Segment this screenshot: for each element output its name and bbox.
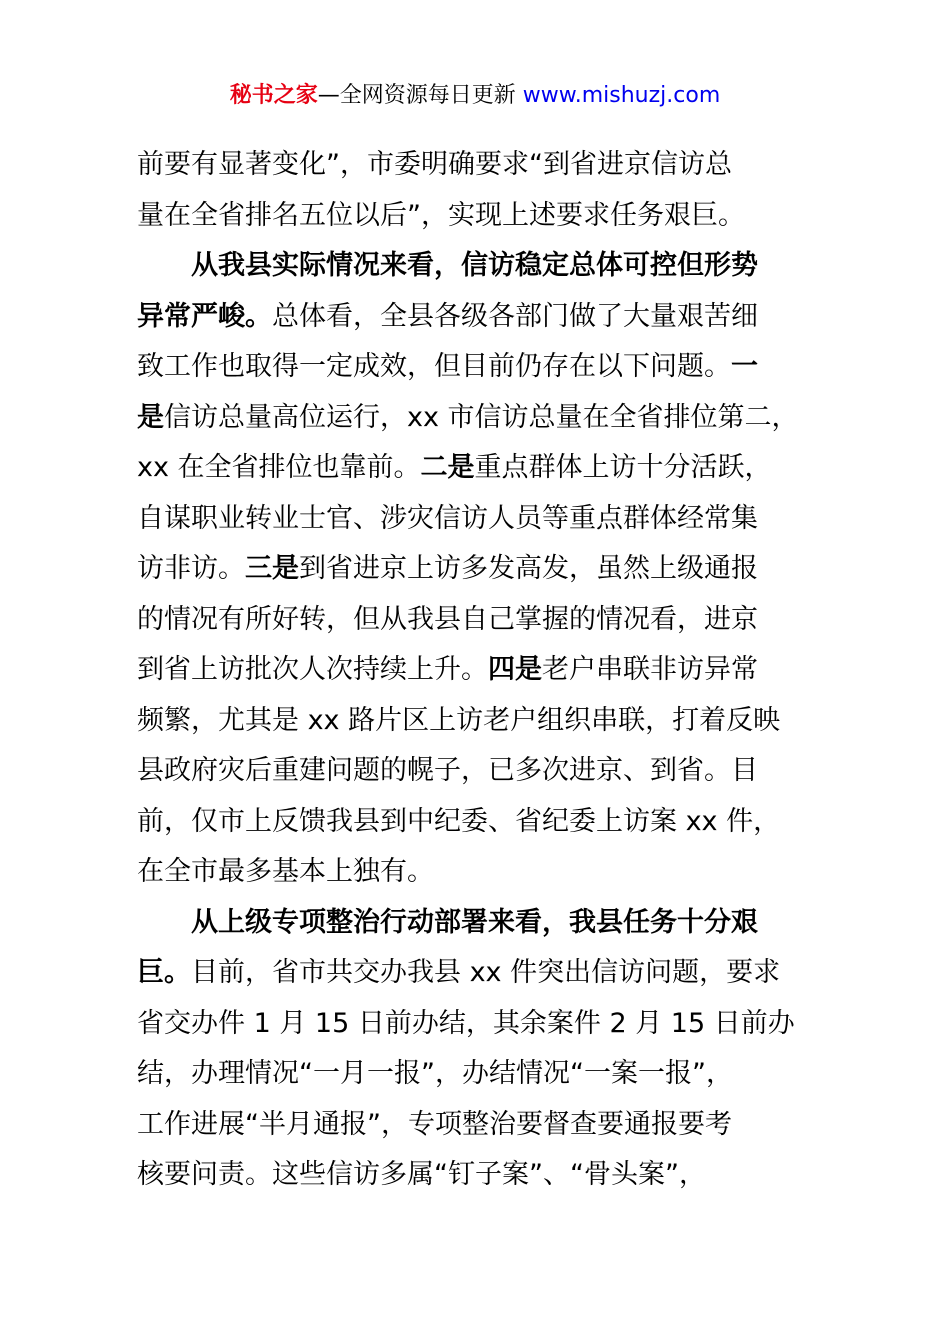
site-tagline: —全网资源每日更新 (317, 83, 516, 108)
site-header (0, 80, 950, 112)
text-segment: 到省进京上访多发高发，虽然上级通报 (299, 553, 758, 584)
text-segment: 目前，省市共交办我县 xx 件突出信访问题，要求 (191, 957, 781, 988)
text-line (137, 191, 827, 242)
text-segment: 省交办件 1 月 15 日前办结，其余案件 2 月 15 日前办 (137, 1007, 795, 1039)
bold-marker: 一 (731, 351, 758, 382)
text-line (137, 494, 827, 545)
text-line (137, 393, 827, 444)
bold-lead-text: 从上级专项整治行动部署来看，我县任务十分艰 (191, 906, 758, 938)
bold-lead-text: 巨。 (137, 957, 191, 988)
text-segment: 前要有显著变化”，市委明确要求“到省进京信访总 (137, 149, 732, 180)
text-line (137, 1150, 827, 1201)
text-segment: 到省上访批次人次持续上升。 (137, 654, 488, 685)
text-line (137, 696, 827, 747)
document-body (137, 140, 827, 1201)
text-segment: 核要问责。这些信访多属“钉子案”、“骨头案”， (137, 1159, 706, 1190)
text-line (137, 595, 827, 646)
text-segment: 结，办理情况“一月一报”，办结情况“一案一报”， (137, 1058, 733, 1089)
text-line (137, 443, 827, 494)
text-line (137, 948, 827, 999)
paragraph-heading-line (137, 898, 827, 949)
text-line (137, 999, 827, 1050)
text-line (137, 847, 827, 898)
bold-lead-text: 从我县实际情况来看，信访稳定总体可控但形势 (191, 250, 758, 281)
paragraph-heading-line (137, 241, 827, 292)
text-line (137, 645, 827, 696)
text-segment: 总体看，全县各级各部门做了大量艰苦细 (272, 300, 758, 332)
text-line (137, 1049, 827, 1100)
text-segment: 在全市最多基本上独有。 (137, 856, 434, 887)
text-line (137, 797, 827, 848)
text-segment: 信访总量高位运行，xx 市信访总量在全省排位第二， (164, 401, 799, 433)
text-line (137, 292, 827, 343)
text-segment: 的情况有所好转，但从我县自己掌握的情况看，进京 (137, 603, 758, 635)
text-line (137, 1100, 827, 1151)
bold-marker: 是 (137, 401, 164, 433)
site-brand: 秘书之家 (229, 83, 318, 108)
bold-marker: 三是 (245, 553, 299, 584)
text-line (137, 746, 827, 797)
text-segment: 县政府灾后重建问题的幌子，已多次进京、到省。目 (137, 755, 758, 786)
text-line (137, 342, 827, 393)
text-segment: 量在全省排名五位以后”，实现上述要求任务艰巨。 (137, 199, 745, 231)
text-segment: 老户串联非访异常 (542, 654, 758, 685)
text-segment: 前，仅市上反馈我县到中纪委、省纪委上访案 xx 件， (137, 805, 781, 837)
text-line (137, 140, 827, 191)
text-segment: xx 在全省排位也靠前。 (137, 452, 421, 483)
text-segment: 访非访。 (137, 553, 245, 584)
text-segment: 重点群体上访十分活跃， (474, 452, 772, 483)
site-url-link[interactable]: www.mishuzj.com (522, 83, 721, 108)
text-segment: 工作进展“半月通报”，专项整治要督查要通报要考 (137, 1108, 732, 1140)
bold-lead-text: 异常严峻。 (137, 300, 272, 332)
text-segment: 致工作也取得一定成效，但目前仍存在以下问题。 (137, 351, 731, 382)
bold-marker: 四是 (488, 654, 542, 685)
text-line (137, 544, 827, 595)
text-segment: 频繁，尤其是 xx 路片区上访老户组织串联，打着反映 (137, 704, 781, 736)
text-segment: 自谋职业转业士官、涉灾信访人员等重点群体经常集 (137, 502, 758, 534)
bold-marker: 二是 (420, 452, 475, 483)
